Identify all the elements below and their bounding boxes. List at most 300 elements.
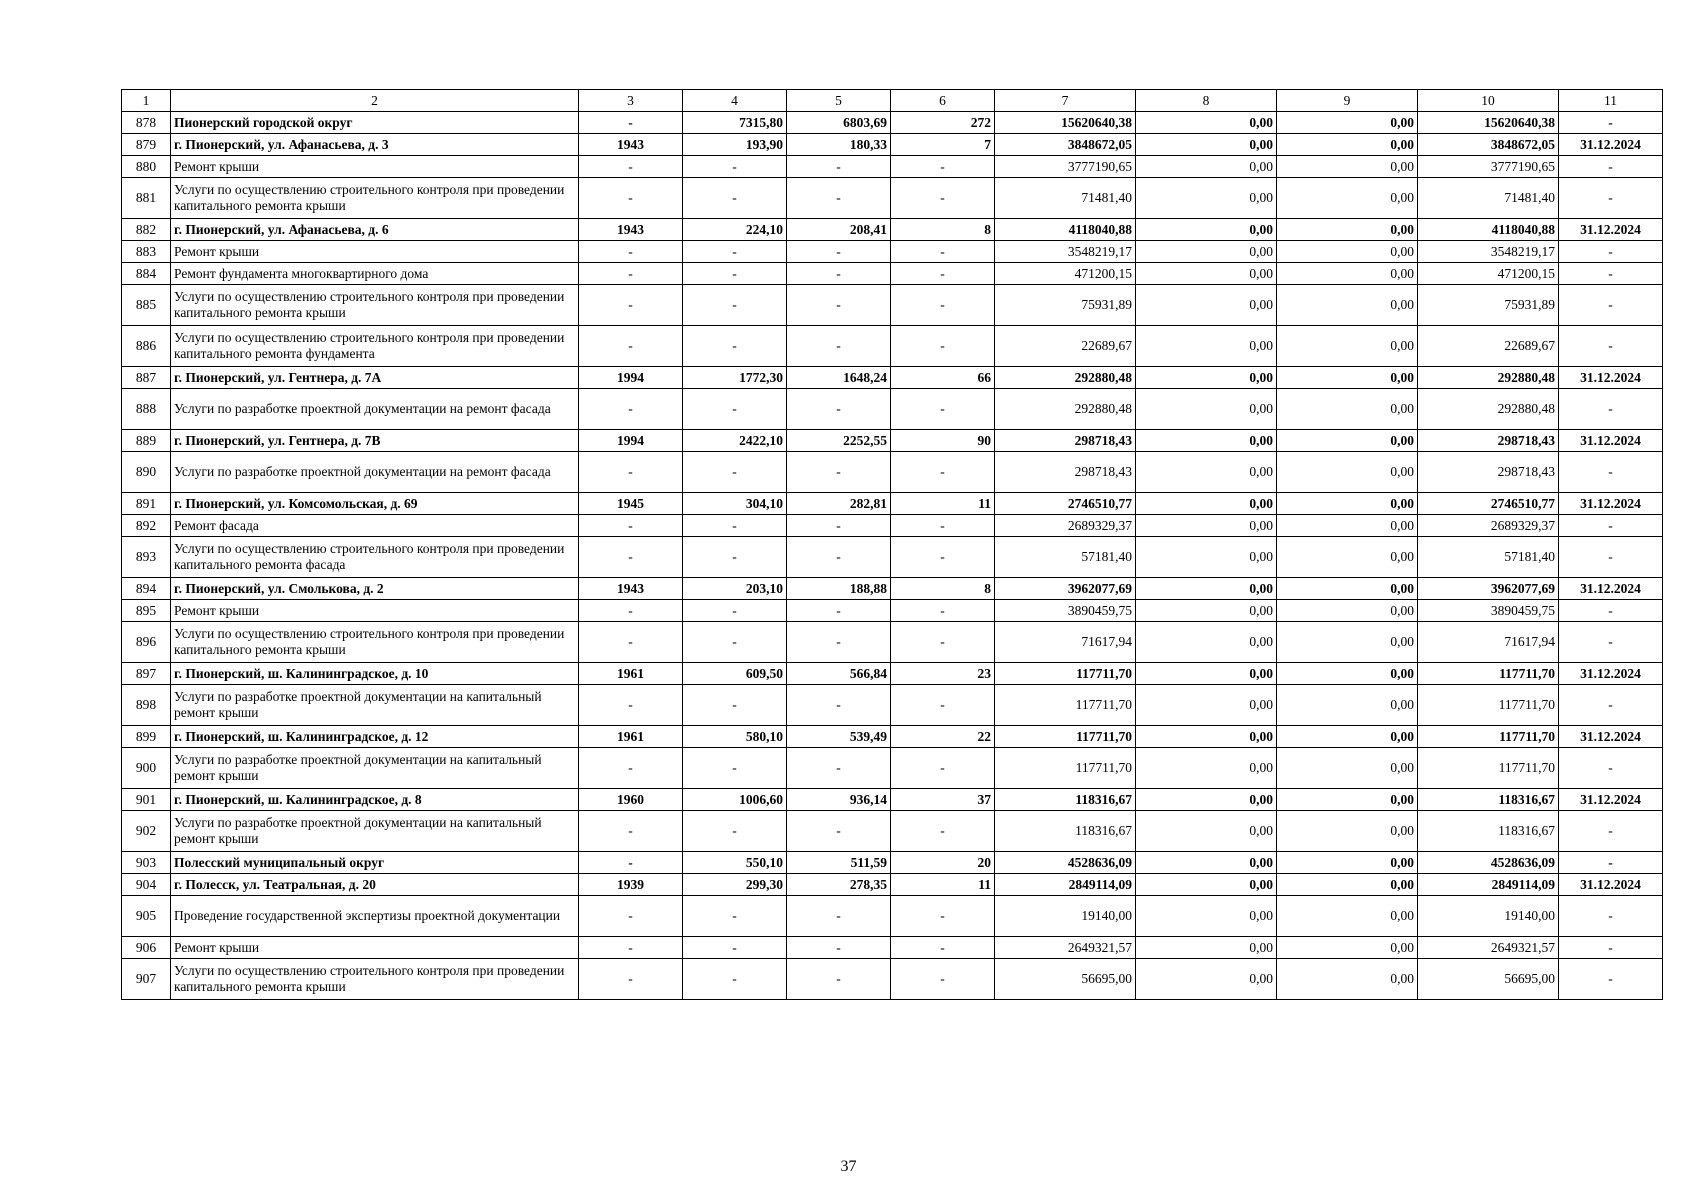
object-row — [122, 789, 1663, 811]
work-item-row — [122, 515, 1663, 537]
completion-date-cell: 31.12.2024 — [1559, 367, 1663, 389]
total-area-cell: 550,10 — [683, 852, 787, 874]
federal-funds-cell: 0,00 — [1136, 622, 1277, 663]
row-number-cell: 886 — [122, 326, 171, 367]
total-cost-cell: 2649321,57 — [995, 937, 1136, 959]
owners-funds-cell: 471200,15 — [1418, 263, 1559, 285]
residents-cell: - — [891, 748, 995, 789]
regional-funds-cell: 0,00 — [1277, 937, 1418, 959]
regional-funds-cell: 0,00 — [1277, 789, 1418, 811]
owners-funds-cell: 3962077,69 — [1418, 578, 1559, 600]
federal-funds-cell: 0,00 — [1136, 959, 1277, 1000]
total-cost-cell: 292880,48 — [995, 389, 1136, 430]
owners-funds-cell: 71617,94 — [1418, 622, 1559, 663]
total-area-cell: 580,10 — [683, 726, 787, 748]
year-cell: - — [579, 389, 683, 430]
total-area-cell: 609,50 — [683, 663, 787, 685]
column-number-header: 9 — [1277, 90, 1418, 112]
total-area-cell: - — [683, 896, 787, 937]
completion-date-cell: - — [1559, 326, 1663, 367]
living-area-cell: - — [787, 326, 891, 367]
total-area-cell: - — [683, 685, 787, 726]
year-cell: 1994 — [579, 430, 683, 452]
living-area-cell: - — [787, 178, 891, 219]
year-cell: - — [579, 241, 683, 263]
owners-funds-cell: 292880,48 — [1418, 389, 1559, 430]
total-cost-cell: 2849114,09 — [995, 874, 1136, 896]
year-cell: 1939 — [579, 874, 683, 896]
object-name-cell: г. Пионерский, ул. Комсомольская, д. 69 — [171, 493, 579, 515]
row-number-cell: 897 — [122, 663, 171, 685]
living-area-cell: - — [787, 285, 891, 326]
residents-cell: - — [891, 156, 995, 178]
work-item-row — [122, 748, 1663, 789]
work-item-row — [122, 389, 1663, 430]
total-cost-cell: 2746510,77 — [995, 493, 1136, 515]
living-area-cell: - — [787, 896, 891, 937]
living-area-cell: 6803,69 — [787, 112, 891, 134]
year-cell: 1961 — [579, 726, 683, 748]
row-number-cell: 894 — [122, 578, 171, 600]
total-area-cell: - — [683, 515, 787, 537]
owners-funds-cell: 57181,40 — [1418, 537, 1559, 578]
completion-date-cell: - — [1559, 685, 1663, 726]
residents-cell: - — [891, 600, 995, 622]
regional-funds-cell: 0,00 — [1277, 663, 1418, 685]
owners-funds-cell: 2649321,57 — [1418, 937, 1559, 959]
residents-cell: 22 — [891, 726, 995, 748]
object-row — [122, 134, 1663, 156]
federal-funds-cell: 0,00 — [1136, 178, 1277, 219]
year-cell: - — [579, 937, 683, 959]
row-number-cell: 883 — [122, 241, 171, 263]
completion-date-cell: - — [1559, 263, 1663, 285]
work-item-row — [122, 178, 1663, 219]
total-area-cell: 193,90 — [683, 134, 787, 156]
total-cost-cell: 4528636,09 — [995, 852, 1136, 874]
residents-cell: 7 — [891, 134, 995, 156]
completion-date-cell: - — [1559, 600, 1663, 622]
column-number-header: 2 — [171, 90, 579, 112]
regional-funds-cell: 0,00 — [1277, 367, 1418, 389]
object-row — [122, 367, 1663, 389]
living-area-cell: - — [787, 811, 891, 852]
federal-funds-cell: 0,00 — [1136, 285, 1277, 326]
column-number-header: 11 — [1559, 90, 1663, 112]
completion-date-cell: - — [1559, 389, 1663, 430]
total-cost-cell: 117711,70 — [995, 748, 1136, 789]
column-number-header: 8 — [1136, 90, 1277, 112]
object-row — [122, 578, 1663, 600]
column-number-header: 5 — [787, 90, 891, 112]
total-area-cell: - — [683, 263, 787, 285]
row-number-cell: 887 — [122, 367, 171, 389]
completion-date-cell: 31.12.2024 — [1559, 134, 1663, 156]
object-name-cell: Услуги по разработке проектной документации на капитальный ремонт крыши — [171, 685, 579, 726]
owners-funds-cell: 71481,40 — [1418, 178, 1559, 219]
residents-cell: - — [891, 326, 995, 367]
living-area-cell: 188,88 — [787, 578, 891, 600]
year-cell: - — [579, 515, 683, 537]
object-name-cell: Услуги по осуществлению строительного контроля при проведении капитального ремонта фундамента — [171, 326, 579, 367]
total-cost-cell: 3848672,05 — [995, 134, 1136, 156]
federal-funds-cell: 0,00 — [1136, 219, 1277, 241]
object-row — [122, 430, 1663, 452]
column-number-header: 10 — [1418, 90, 1559, 112]
regional-funds-cell: 0,00 — [1277, 578, 1418, 600]
residents-cell: - — [891, 241, 995, 263]
year-cell: 1961 — [579, 663, 683, 685]
owners-funds-cell: 3890459,75 — [1418, 600, 1559, 622]
regional-funds-cell: 0,00 — [1277, 622, 1418, 663]
row-number-cell: 891 — [122, 493, 171, 515]
regional-funds-cell: 0,00 — [1277, 430, 1418, 452]
total-area-cell: - — [683, 389, 787, 430]
regional-funds-cell: 0,00 — [1277, 452, 1418, 493]
living-area-cell: - — [787, 959, 891, 1000]
total-area-cell: 7315,80 — [683, 112, 787, 134]
completion-date-cell: 31.12.2024 — [1559, 726, 1663, 748]
living-area-cell: 1648,24 — [787, 367, 891, 389]
regional-funds-cell: 0,00 — [1277, 726, 1418, 748]
row-number-cell: 881 — [122, 178, 171, 219]
federal-funds-cell: 0,00 — [1136, 430, 1277, 452]
federal-funds-cell: 0,00 — [1136, 811, 1277, 852]
row-number-cell: 903 — [122, 852, 171, 874]
completion-date-cell: - — [1559, 537, 1663, 578]
residents-cell: - — [891, 285, 995, 326]
federal-funds-cell: 0,00 — [1136, 537, 1277, 578]
total-cost-cell: 22689,67 — [995, 326, 1136, 367]
object-name-cell: г. Пионерский, ул. Афанасьева, д. 3 — [171, 134, 579, 156]
work-item-row — [122, 263, 1663, 285]
completion-date-cell: 31.12.2024 — [1559, 874, 1663, 896]
regional-funds-cell: 0,00 — [1277, 156, 1418, 178]
owners-funds-cell: 2689329,37 — [1418, 515, 1559, 537]
residents-cell: - — [891, 452, 995, 493]
owners-funds-cell: 19140,00 — [1418, 896, 1559, 937]
living-area-cell: - — [787, 452, 891, 493]
register-table — [121, 89, 1663, 1000]
object-row — [122, 493, 1663, 515]
owners-funds-cell: 56695,00 — [1418, 959, 1559, 1000]
residents-cell: 11 — [891, 493, 995, 515]
regional-funds-cell: 0,00 — [1277, 112, 1418, 134]
object-name-cell: Ремонт крыши — [171, 937, 579, 959]
residents-cell: 37 — [891, 789, 995, 811]
total-area-cell: - — [683, 959, 787, 1000]
residents-cell: 11 — [891, 874, 995, 896]
residents-cell: - — [891, 515, 995, 537]
row-number-cell: 907 — [122, 959, 171, 1000]
object-name-cell: Услуги по разработке проектной документации на ремонт фасада — [171, 389, 579, 430]
work-item-row — [122, 622, 1663, 663]
owners-funds-cell: 15620640,38 — [1418, 112, 1559, 134]
owners-funds-cell: 3548219,17 — [1418, 241, 1559, 263]
completion-date-cell: 31.12.2024 — [1559, 578, 1663, 600]
object-row — [122, 874, 1663, 896]
owners-funds-cell: 118316,67 — [1418, 811, 1559, 852]
year-cell: 1943 — [579, 578, 683, 600]
object-name-cell: Ремонт крыши — [171, 600, 579, 622]
living-area-cell: - — [787, 622, 891, 663]
owners-funds-cell: 22689,67 — [1418, 326, 1559, 367]
row-number-cell: 893 — [122, 537, 171, 578]
year-cell: 1943 — [579, 134, 683, 156]
residents-cell: - — [891, 959, 995, 1000]
owners-funds-cell: 2746510,77 — [1418, 493, 1559, 515]
completion-date-cell: - — [1559, 896, 1663, 937]
regional-funds-cell: 0,00 — [1277, 515, 1418, 537]
regional-funds-cell: 0,00 — [1277, 326, 1418, 367]
row-number-cell: 885 — [122, 285, 171, 326]
object-name-cell: г. Пионерский, ул. Афанасьева, д. 6 — [171, 219, 579, 241]
living-area-cell: 180,33 — [787, 134, 891, 156]
completion-date-cell: - — [1559, 452, 1663, 493]
living-area-cell: - — [787, 389, 891, 430]
total-cost-cell: 118316,67 — [995, 789, 1136, 811]
completion-date-cell: 31.12.2024 — [1559, 789, 1663, 811]
federal-funds-cell: 0,00 — [1136, 389, 1277, 430]
federal-funds-cell: 0,00 — [1136, 156, 1277, 178]
total-area-cell: - — [683, 285, 787, 326]
residents-cell: - — [891, 622, 995, 663]
federal-funds-cell: 0,00 — [1136, 134, 1277, 156]
work-item-row — [122, 285, 1663, 326]
year-cell: - — [579, 622, 683, 663]
completion-date-cell: - — [1559, 959, 1663, 1000]
total-area-cell: - — [683, 937, 787, 959]
living-area-cell: - — [787, 241, 891, 263]
year-cell: - — [579, 537, 683, 578]
federal-funds-cell: 0,00 — [1136, 326, 1277, 367]
object-name-cell: Услуги по осуществлению строительного контроля при проведении капитального ремонта крыши — [171, 622, 579, 663]
federal-funds-cell: 0,00 — [1136, 685, 1277, 726]
object-name-cell: г. Пионерский, ш. Калининградское, д. 10 — [171, 663, 579, 685]
federal-funds-cell: 0,00 — [1136, 600, 1277, 622]
year-cell: - — [579, 285, 683, 326]
federal-funds-cell: 0,00 — [1136, 515, 1277, 537]
federal-funds-cell: 0,00 — [1136, 874, 1277, 896]
residents-cell: - — [891, 811, 995, 852]
regional-funds-cell: 0,00 — [1277, 134, 1418, 156]
object-row — [122, 852, 1663, 874]
total-area-cell: - — [683, 811, 787, 852]
row-number-cell: 905 — [122, 896, 171, 937]
work-item-row — [122, 326, 1663, 367]
total-area-cell: - — [683, 622, 787, 663]
row-number-cell: 892 — [122, 515, 171, 537]
owners-funds-cell: 4118040,88 — [1418, 219, 1559, 241]
owners-funds-cell: 117711,70 — [1418, 726, 1559, 748]
total-cost-cell: 117711,70 — [995, 685, 1136, 726]
row-number-cell: 900 — [122, 748, 171, 789]
completion-date-cell: - — [1559, 178, 1663, 219]
federal-funds-cell: 0,00 — [1136, 241, 1277, 263]
owners-funds-cell: 118316,67 — [1418, 789, 1559, 811]
regional-funds-cell: 0,00 — [1277, 389, 1418, 430]
residents-cell: 90 — [891, 430, 995, 452]
completion-date-cell: 31.12.2024 — [1559, 663, 1663, 685]
total-area-cell: 224,10 — [683, 219, 787, 241]
work-item-row — [122, 959, 1663, 1000]
owners-funds-cell: 3777190,65 — [1418, 156, 1559, 178]
residents-cell: 8 — [891, 219, 995, 241]
regional-funds-cell: 0,00 — [1277, 263, 1418, 285]
regional-funds-cell: 0,00 — [1277, 178, 1418, 219]
row-number-cell: 890 — [122, 452, 171, 493]
object-name-cell: Ремонт фасада — [171, 515, 579, 537]
residents-cell: - — [891, 896, 995, 937]
regional-funds-cell: 0,00 — [1277, 285, 1418, 326]
total-cost-cell: 2689329,37 — [995, 515, 1136, 537]
row-number-cell: 895 — [122, 600, 171, 622]
work-item-row — [122, 600, 1663, 622]
living-area-cell: - — [787, 937, 891, 959]
total-area-cell: 1772,30 — [683, 367, 787, 389]
total-cost-cell: 118316,67 — [995, 811, 1136, 852]
total-cost-cell: 3890459,75 — [995, 600, 1136, 622]
total-cost-cell: 292880,48 — [995, 367, 1136, 389]
residents-cell: 20 — [891, 852, 995, 874]
row-number-cell: 879 — [122, 134, 171, 156]
completion-date-cell: - — [1559, 156, 1663, 178]
owners-funds-cell: 75931,89 — [1418, 285, 1559, 326]
year-cell: - — [579, 452, 683, 493]
federal-funds-cell: 0,00 — [1136, 789, 1277, 811]
object-name-cell: г. Пионерский, ул. Гентнера, д. 7В — [171, 430, 579, 452]
federal-funds-cell: 0,00 — [1136, 896, 1277, 937]
regional-funds-cell: 0,00 — [1277, 600, 1418, 622]
total-cost-cell: 71481,40 — [995, 178, 1136, 219]
completion-date-cell: - — [1559, 852, 1663, 874]
object-name-cell: Услуги по разработке проектной документации на капитальный ремонт крыши — [171, 748, 579, 789]
regional-funds-cell: 0,00 — [1277, 537, 1418, 578]
federal-funds-cell: 0,00 — [1136, 852, 1277, 874]
total-area-cell: - — [683, 156, 787, 178]
regional-funds-cell: 0,00 — [1277, 493, 1418, 515]
total-cost-cell: 3962077,69 — [995, 578, 1136, 600]
residents-cell: - — [891, 685, 995, 726]
total-area-cell: - — [683, 600, 787, 622]
year-cell: - — [579, 600, 683, 622]
object-name-cell: Ремонт крыши — [171, 241, 579, 263]
owners-funds-cell: 117711,70 — [1418, 663, 1559, 685]
residents-cell: 272 — [891, 112, 995, 134]
living-area-cell: - — [787, 748, 891, 789]
total-area-cell: 2422,10 — [683, 430, 787, 452]
object-name-cell: г. Пионерский, ш. Калининградское, д. 8 — [171, 789, 579, 811]
federal-funds-cell: 0,00 — [1136, 726, 1277, 748]
residents-cell: - — [891, 263, 995, 285]
work-item-row — [122, 896, 1663, 937]
federal-funds-cell: 0,00 — [1136, 663, 1277, 685]
living-area-cell: 282,81 — [787, 493, 891, 515]
living-area-cell: 936,14 — [787, 789, 891, 811]
page-number: 37 — [840, 1158, 857, 1175]
year-cell: - — [579, 156, 683, 178]
year-cell: - — [579, 263, 683, 285]
object-name-cell: Услуги по осуществлению строительного контроля при проведении капитального ремонта крыши — [171, 285, 579, 326]
federal-funds-cell: 0,00 — [1136, 748, 1277, 789]
completion-date-cell: - — [1559, 285, 1663, 326]
total-area-cell: 203,10 — [683, 578, 787, 600]
completion-date-cell: - — [1559, 241, 1663, 263]
work-item-row — [122, 811, 1663, 852]
object-row — [122, 663, 1663, 685]
object-row — [122, 726, 1663, 748]
completion-date-cell: - — [1559, 515, 1663, 537]
federal-funds-cell: 0,00 — [1136, 452, 1277, 493]
completion-date-cell: - — [1559, 622, 1663, 663]
object-name-cell: Проведение государственной экспертизы проектной документации — [171, 896, 579, 937]
total-cost-cell: 298718,43 — [995, 452, 1136, 493]
living-area-cell: 208,41 — [787, 219, 891, 241]
completion-date-cell: - — [1559, 937, 1663, 959]
regional-funds-cell: 0,00 — [1277, 219, 1418, 241]
total-cost-cell: 298718,43 — [995, 430, 1136, 452]
total-cost-cell: 19140,00 — [995, 896, 1136, 937]
living-area-cell: 278,35 — [787, 874, 891, 896]
total-cost-cell: 3777190,65 — [995, 156, 1136, 178]
total-area-cell: - — [683, 326, 787, 367]
residents-cell: - — [891, 178, 995, 219]
total-cost-cell: 15620640,38 — [995, 112, 1136, 134]
regional-funds-cell: 0,00 — [1277, 874, 1418, 896]
column-number-header: 1 — [122, 90, 171, 112]
work-item-row — [122, 156, 1663, 178]
federal-funds-cell: 0,00 — [1136, 112, 1277, 134]
object-name-cell: г. Пионерский, ш. Калининградское, д. 12 — [171, 726, 579, 748]
year-cell: - — [579, 326, 683, 367]
living-area-cell: - — [787, 685, 891, 726]
row-number-cell: 888 — [122, 389, 171, 430]
work-item-row — [122, 241, 1663, 263]
year-cell: - — [579, 896, 683, 937]
column-number-header-row — [122, 90, 1663, 112]
year-cell: - — [579, 811, 683, 852]
living-area-cell: 566,84 — [787, 663, 891, 685]
total-cost-cell: 117711,70 — [995, 726, 1136, 748]
row-number-cell: 896 — [122, 622, 171, 663]
completion-date-cell: - — [1559, 811, 1663, 852]
column-number-header: 4 — [683, 90, 787, 112]
column-number-header: 6 — [891, 90, 995, 112]
object-row — [122, 219, 1663, 241]
total-cost-cell: 3548219,17 — [995, 241, 1136, 263]
regional-funds-cell: 0,00 — [1277, 896, 1418, 937]
object-name-cell: Услуги по осуществлению строительного контроля при проведении капитального ремонта фасада — [171, 537, 579, 578]
row-number-cell: 904 — [122, 874, 171, 896]
federal-funds-cell: 0,00 — [1136, 937, 1277, 959]
owners-funds-cell: 117711,70 — [1418, 685, 1559, 726]
regional-funds-cell: 0,00 — [1277, 241, 1418, 263]
total-area-cell: - — [683, 452, 787, 493]
living-area-cell: 511,59 — [787, 852, 891, 874]
completion-date-cell: 31.12.2024 — [1559, 493, 1663, 515]
year-cell: - — [579, 112, 683, 134]
total-area-cell: 1006,60 — [683, 789, 787, 811]
work-item-row — [122, 452, 1663, 493]
completion-date-cell: - — [1559, 748, 1663, 789]
work-item-row — [122, 937, 1663, 959]
living-area-cell: 539,49 — [787, 726, 891, 748]
object-name-cell: г. Полесск, ул. Театральная, д. 20 — [171, 874, 579, 896]
federal-funds-cell: 0,00 — [1136, 493, 1277, 515]
year-cell: 1943 — [579, 219, 683, 241]
residents-cell: - — [891, 389, 995, 430]
owners-funds-cell: 298718,43 — [1418, 430, 1559, 452]
